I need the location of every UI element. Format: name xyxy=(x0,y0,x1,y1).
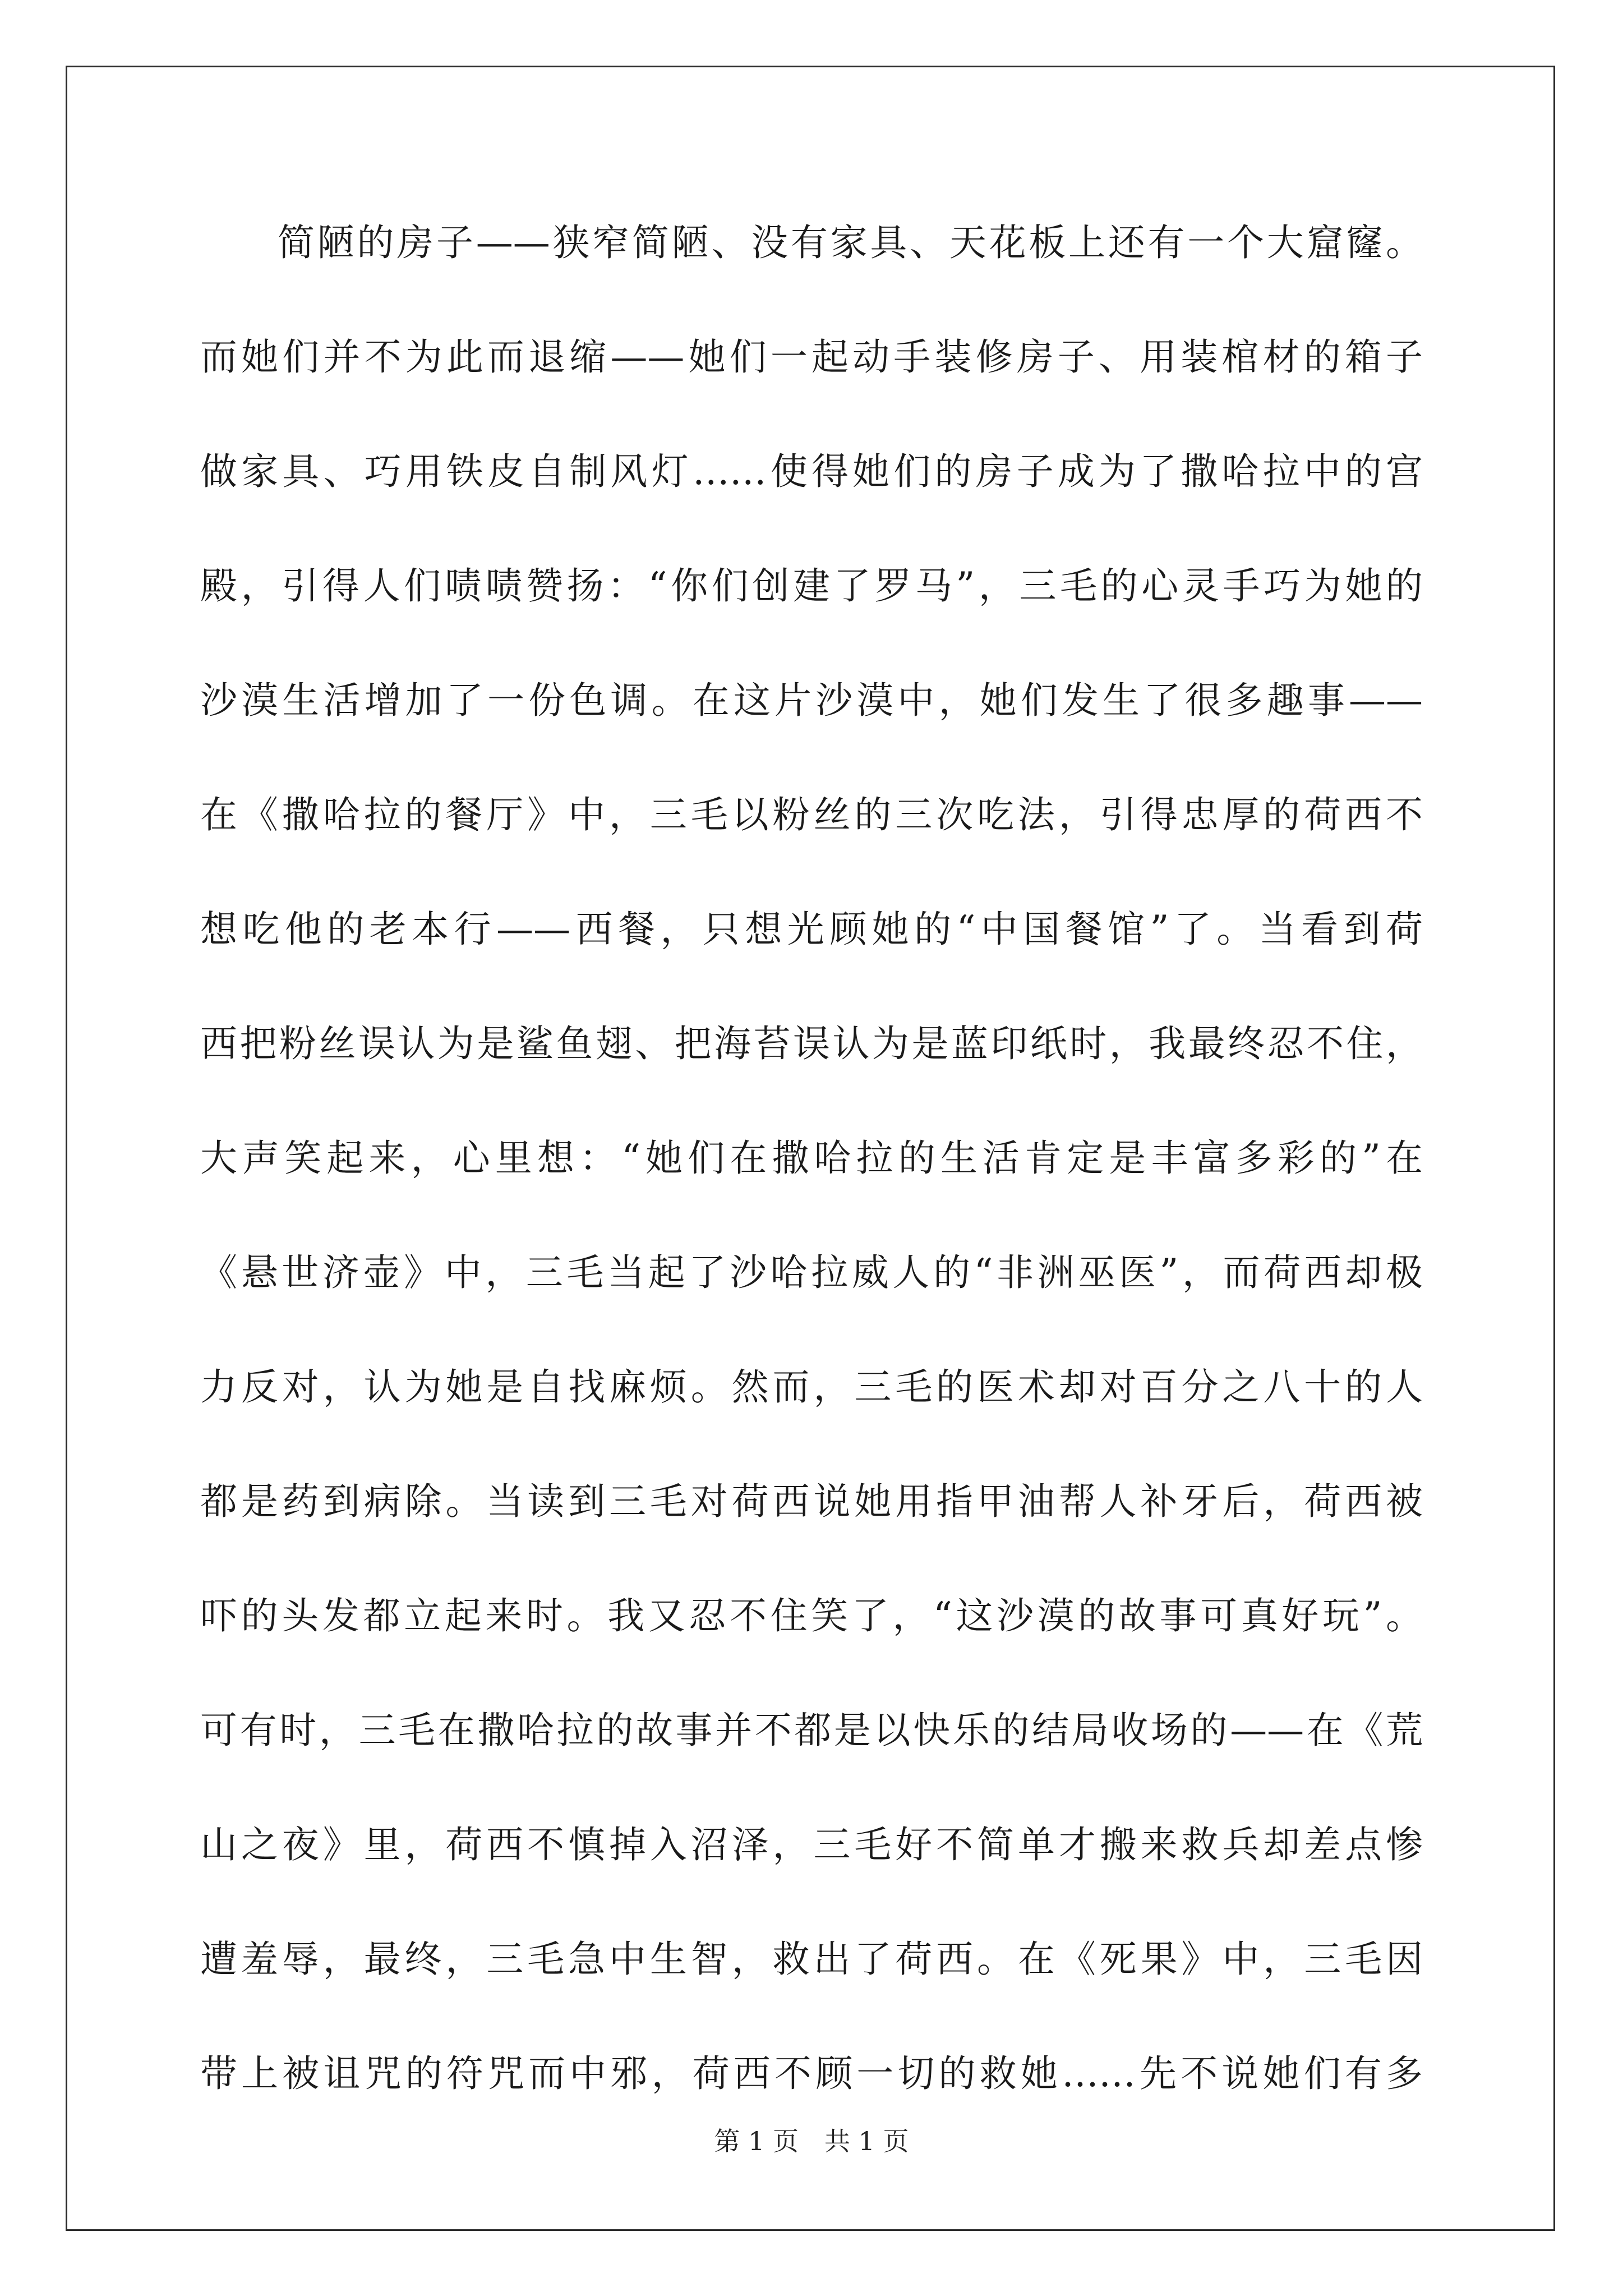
text-line-7: 想吃他的老本行——西餐，只想光顾她的“中国餐馆”了。当看到荷 xyxy=(200,908,1423,951)
page-footer xyxy=(0,2124,1623,2158)
text-line-8: 西把粉丝误认为是鲨鱼翅、把海苔误认为是蓝印纸时，我最终忍不住， xyxy=(200,1022,1423,1065)
text-line-10: 《悬世济壶》中，三毛当起了沙哈拉威人的“非洲巫医”，而荷西却极 xyxy=(200,1251,1423,1294)
text-line-12: 都是药到病除。当读到三毛对荷西说她用指甲油帮人补牙后，荷西被 xyxy=(200,1480,1423,1523)
text-line-2: 而她们并不为此而退缩——她们一起动手装修房子、用装棺材的箱子 xyxy=(200,335,1423,379)
text-line-16: 遭羞辱，最终，三毛急中生智，救出了荷西。在《死果》中，三毛因 xyxy=(200,1938,1423,1981)
text-line-9: 大声笑起来，心里想：“她们在撒哈拉的生活肯定是丰富多彩的”在 xyxy=(200,1137,1423,1180)
document-body xyxy=(200,206,1423,2152)
text-line-3: 做家具、巧用铁皮自制风灯……使得她们的房子成为了撒哈拉中的宫 xyxy=(200,450,1423,493)
text-line-14: 可有时，三毛在撒哈拉的故事并不都是以快乐的结局收场的——在《荒 xyxy=(200,1709,1423,1752)
text-line-5: 沙漠生活增加了一份色调。在这片沙漠中，她们发生了很多趣事—— xyxy=(200,679,1423,722)
text-line-11: 力反对，认为她是自找麻烦。然而，三毛的医术却对百分之八十的人 xyxy=(200,1365,1423,1409)
text-line-13: 吓的头发都立起来时。我又忍不住笑了，“这沙漠的故事可真好玩”。 xyxy=(200,1594,1423,1637)
text-line-1: 简陋的房子——狭窄简陋、没有家具、天花板上还有一个大窟窿。 xyxy=(278,221,1423,264)
text-line-15: 山之夜》里，荷西不慎掉入沼泽，三毛好不简单才搬来救兵却差点惨 xyxy=(200,1823,1423,1866)
text-line-17: 带上被诅咒的符咒而中邪，荷西不顾一切的救她……先不说她们有多 xyxy=(200,2052,1423,2095)
text-line-4: 殿，引得人们啧啧赞扬：“你们创建了罗马”，三毛的心灵手巧为她的 xyxy=(200,564,1423,608)
total-pages-label: 共 1 页 xyxy=(824,2126,909,2156)
page-number-label: 第 1 页 xyxy=(714,2126,799,2156)
text-line-6: 在《撒哈拉的餐厅》中，三毛以粉丝的三次吃法，引得忠厚的荷西不 xyxy=(200,793,1423,836)
